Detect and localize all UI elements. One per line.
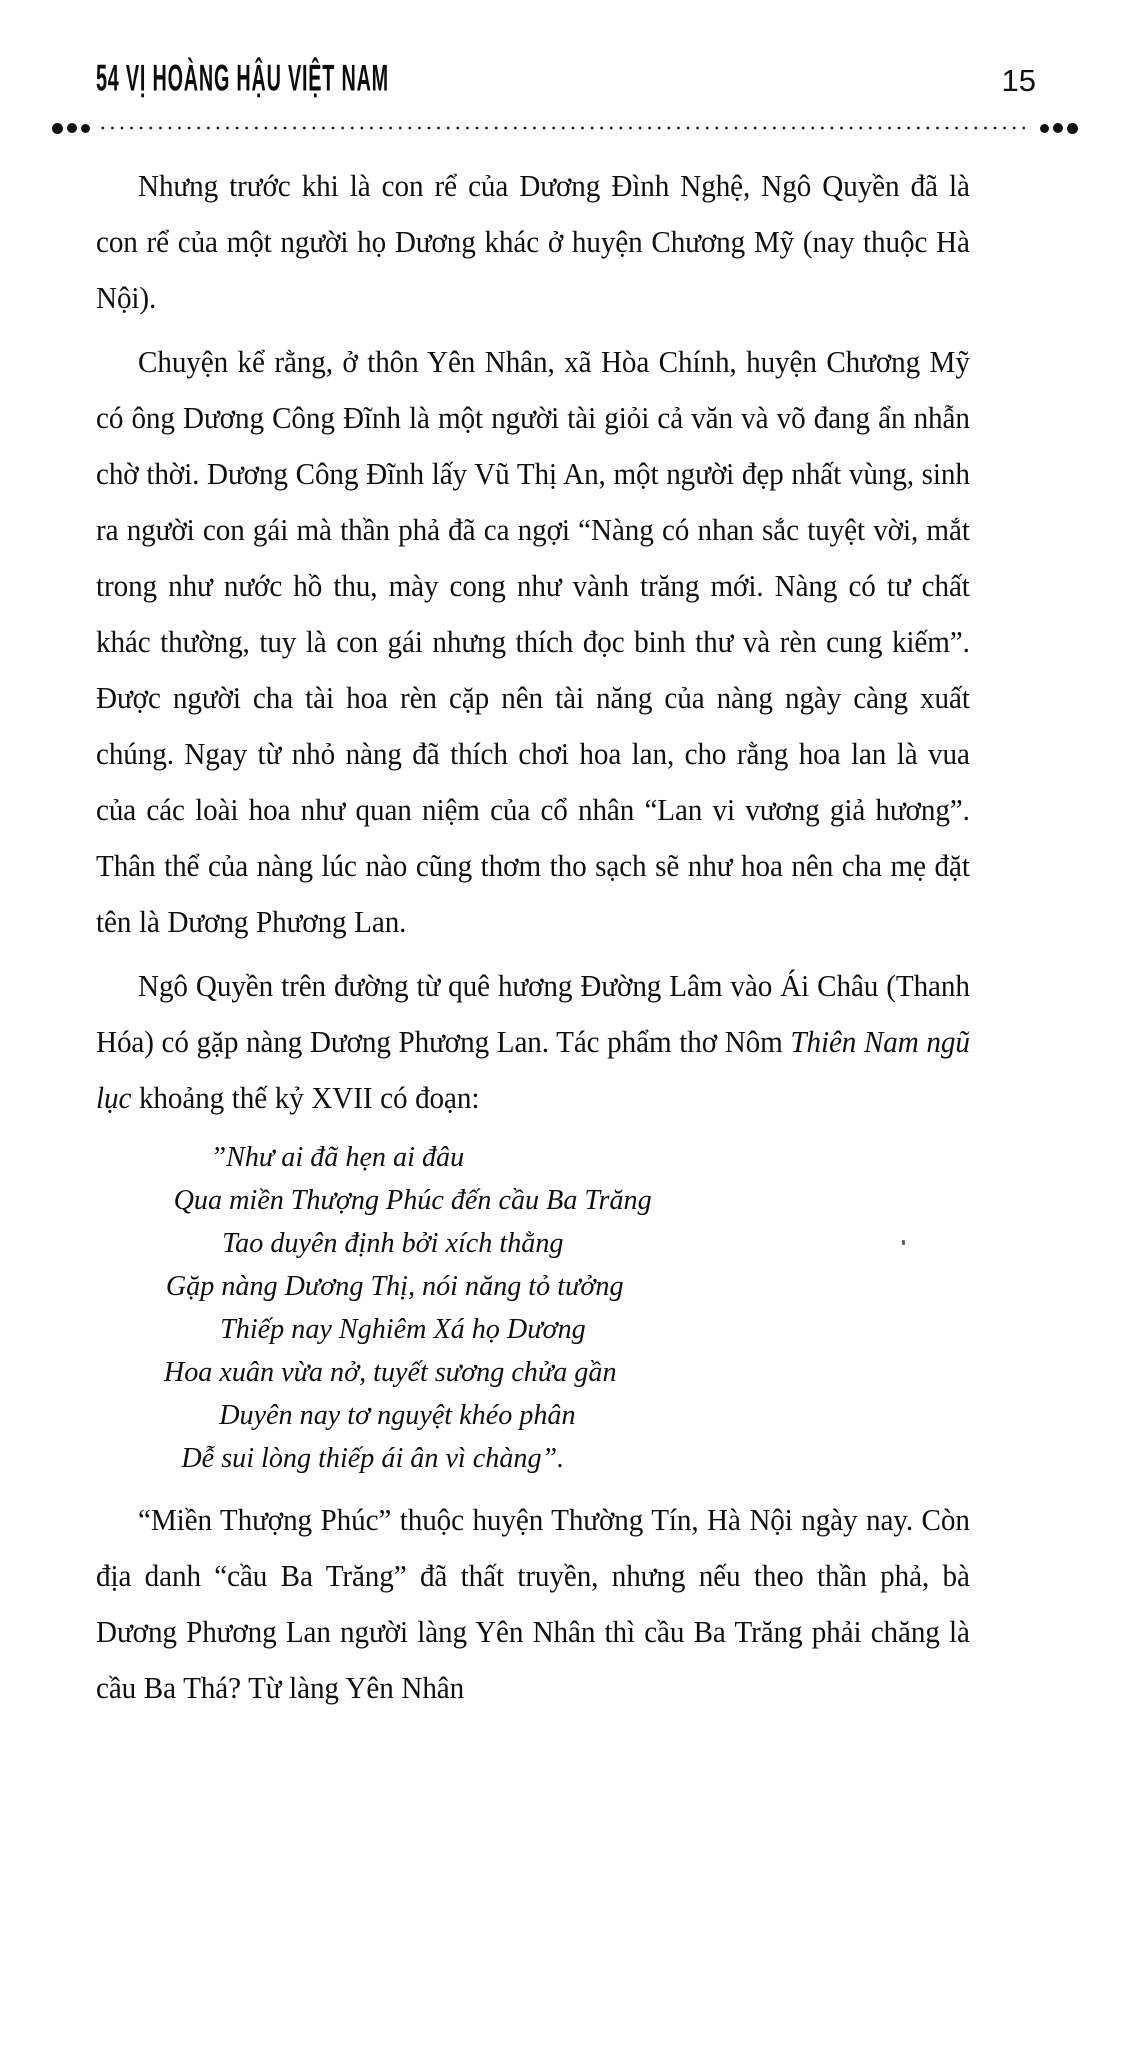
- verse-line-1: ”Như ai đã hẹn ai đâu: [210, 1141, 465, 1173]
- paragraph-2-line-12: sạch sẽ như hoa nên cha mẹ đặt tên là Dương Phương Lan.: [96, 849, 970, 939]
- paragraph-1-line-1: Nhưng trước khi là con rể của Dương Đình Nghệ, Ngô: [138, 169, 812, 203]
- scan-speck: [902, 1240, 905, 1245]
- paragraph-1-line-2: Quyền đã là con rể của một người họ Dương khác ở huyện: [96, 169, 970, 259]
- paragraph-2-line-2: Chương Mỹ có ông Dương Công Đĩnh là một người tài giỏi cả: [96, 345, 970, 435]
- paragraph-3: [96, 958, 970, 1126]
- paragraph-1-line-3: Chương Mỹ (nay thuộc Hà Nội).: [96, 225, 970, 315]
- rule-dotted-line: [98, 125, 1032, 131]
- paragraph-2-line-8: người cha tài hoa rèn cặp nên tài năng của nàng ngày càng xuất: [172, 681, 970, 715]
- rule-dot-large-right-1: [1040, 124, 1049, 133]
- paragraph-4-line-4: thì cầu Ba Trăng phải chăng là cầu Ba Thá? Từ làng Yên Nhân: [96, 1615, 970, 1705]
- paragraph-1: [96, 158, 970, 326]
- verse-line-8: Dễ sui lòng thiếp ái ân vì chàng”.: [181, 1442, 565, 1474]
- paragraph-2-line-10: lan là vua của các loài hoa như quan niệm của cổ nhân “Lan vi: [96, 737, 970, 827]
- paragraph-2-line-3: văn và võ đang ẩn nhẫn chờ thời. Dương Công Đĩnh lấy Vũ Thị: [96, 401, 970, 491]
- paragraph-2-line-7: tuy là con gái nhưng thích đọc binh thư và rèn cung kiếm”. Được: [96, 625, 970, 715]
- paragraph-4-line-3: theo thần phả, bà Dương Phương Lan người làng Yên Nhân: [96, 1559, 970, 1649]
- verse-line-6: Hoa xuân vừa nở, tuyết sương chửa gần: [163, 1356, 617, 1388]
- paragraph-3-line-3-prefix: thơ Nôm: [679, 1025, 791, 1059]
- paragraph-2-line-5: đã ca ngợi “Nàng có nhan sắc tuyệt vời, mắt trong như nước hồ: [96, 513, 970, 603]
- rule-dot-large-right-3: [1067, 123, 1078, 134]
- verse-line-5: Thiếp nay Nghiêm Xá họ Dương: [220, 1313, 586, 1345]
- paragraph-2-line-4: An, một người đẹp nhất vùng, sinh ra người con gái mà thần phả: [96, 457, 970, 547]
- paragraph-3-line-1: Ngô Quyền trên đường từ quê hương Đường Lâm vào Ái: [138, 969, 810, 1003]
- work-title-thien-nam-ngu-luc: Thiên Nam ngũ lục: [96, 1025, 970, 1115]
- paragraph-2-line-1: Chuyện kể rằng, ở thôn Yên Nhân, xã Hòa Chính, huyện: [138, 345, 817, 379]
- verse-quote-block: [96, 1136, 970, 1480]
- header-divider-rule: [52, 121, 1078, 135]
- book-title: 54 VỊ HOÀNG HẬU VIỆT NAM: [96, 58, 389, 100]
- verse-line-3: Tao duyên định bởi xích thằng: [222, 1227, 564, 1259]
- running-head: [96, 50, 1036, 98]
- rule-dot-large-left-2: [67, 123, 77, 133]
- paragraph-3-line-2: Châu (Thanh Hóa) có gặp nàng Dương Phương Lan. Tác phẩm: [96, 969, 970, 1059]
- verse-line-7: Duyên nay tơ nguyệt khéo phân: [219, 1399, 576, 1431]
- paragraph-2: [96, 334, 970, 950]
- paragraph-2-line-9: chúng. Ngay từ nhỏ nàng đã thích chơi hoa lan, cho rằng hoa: [96, 737, 841, 771]
- paragraph-4: [96, 1492, 970, 1716]
- verse-line-4: Gặp nàng Dương Thị, nói năng tỏ tưởng: [165, 1270, 624, 1302]
- rule-dot-large-left-3: [81, 124, 90, 133]
- body-text: [96, 158, 970, 1720]
- paragraph-2-line-6: thu, mày cong như vành trăng mới. Nàng có tư chất khác thường,: [96, 569, 970, 659]
- rule-dot-large-left-1: [52, 123, 63, 134]
- verse-line-2: Qua miền Thượng Phúc đến cầu Ba Trăng: [173, 1184, 652, 1216]
- rule-dot-large-right-2: [1053, 123, 1063, 133]
- paragraph-3-line-3-suffix: khoảng thế kỷ XVII có đoạn:: [131, 1081, 480, 1115]
- paragraph-4-line-2: nay. Còn địa danh “cầu Ba Trăng” đã thất truyền, nhưng nếu: [96, 1503, 970, 1593]
- paragraph-2-line-11: vương giả hương”. Thân thể của nàng lúc nào cũng thơm tho: [96, 793, 970, 883]
- paragraph-4-line-1: “Miền Thượng Phúc” thuộc huyện Thường Tín, Hà Nội ngày: [138, 1503, 858, 1537]
- page-number: 15: [1001, 63, 1036, 98]
